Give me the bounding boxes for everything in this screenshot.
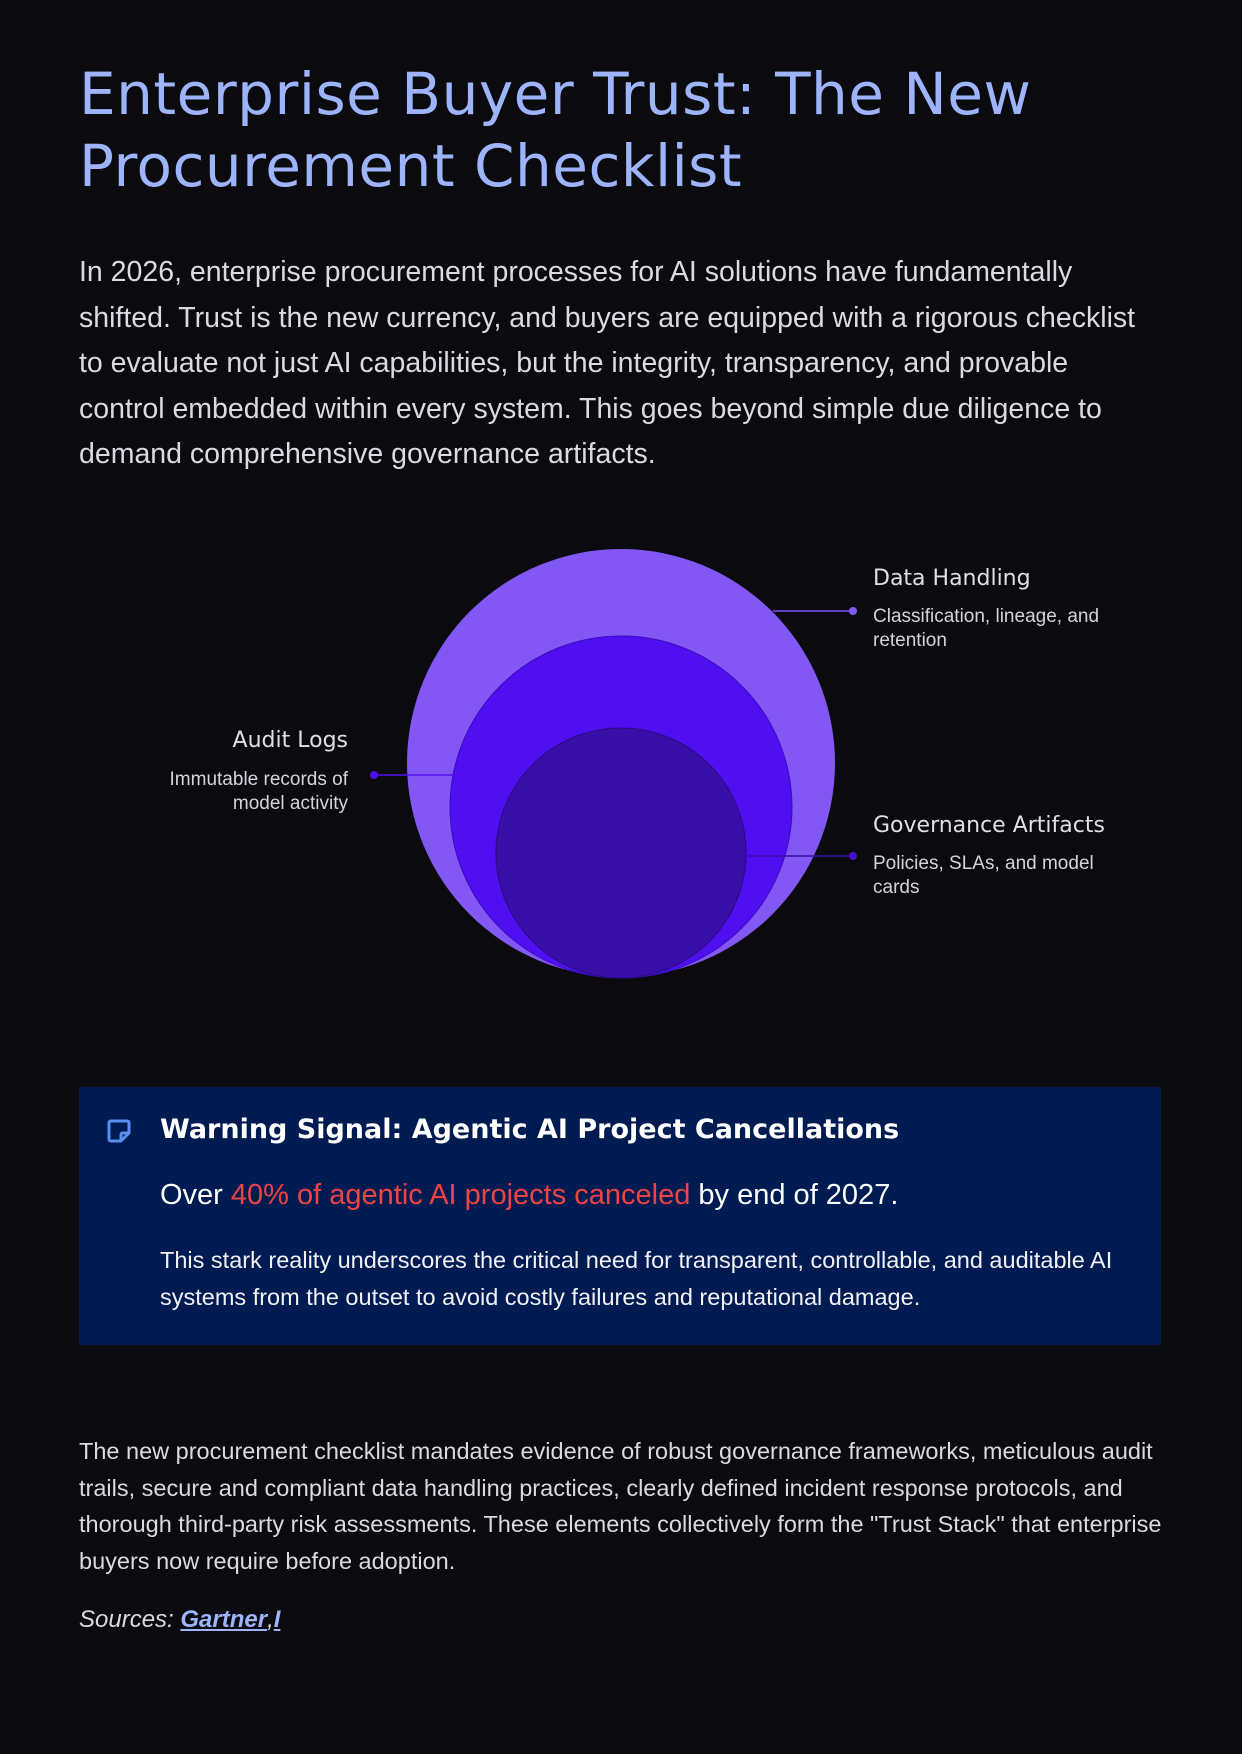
warning-callout — [79, 1087, 1161, 1345]
trust-stack-diagram — [0, 530, 1242, 990]
sources-label: Sources: — [79, 1606, 181, 1633]
closing-paragraph: The new procurement checklist mandates evidence of robust governance frameworks, meticulous audit trails, secure and compliant data handling practices, clearly defined incident response protocols, and thorough third-party risk assessments. These elements collectively form the "Trust Stack" that enterprise buyers now require before adoption. — [79, 1438, 1162, 1574]
label-title-governance-artifacts: Governance Artifacts — [873, 813, 1105, 838]
connector-dot-audit-logs — [370, 771, 378, 779]
stat-highlight: 40% of agentic AI projects canceled — [230, 1179, 691, 1211]
note-icon — [106, 1118, 132, 1144]
sources-separator: , — [267, 1606, 274, 1633]
label-title-data-handling: Data Handling — [873, 566, 1031, 591]
label-desc-data-handling: Classification, lineage, and retention — [873, 606, 1100, 651]
inner-circle-governance-artifacts — [496, 728, 746, 978]
nested-circles-graphic — [0, 530, 1242, 990]
connector-dot-governance-artifacts — [849, 852, 857, 860]
callout-stat — [160, 1179, 898, 1212]
intro-paragraph: In 2026, enterprise procurement processes for AI solutions have fundamentally shifted. Trust is the new currency, and buyers are equipped with a rigorous checklist to evaluate not just AI capabilities, but the integrity, transparency, and provable control embedded within every system. This goes beyond simple due diligence to demand comprehensive governance artifacts. — [79, 256, 1136, 470]
label-desc-audit-logs: Immutable records of model activity — [169, 769, 348, 814]
connector-dot-data-handling — [849, 607, 857, 615]
sources-line — [79, 1606, 280, 1634]
source-link-gartner[interactable]: Gartner — [180, 1606, 268, 1633]
stat-prefix: Over — [160, 1179, 231, 1211]
stat-suffix: by end of 2027. — [690, 1179, 899, 1211]
page-title: Enterprise Buyer Trust: The New Procurement Checklist — [79, 60, 1032, 200]
callout-title: Warning Signal: Agentic AI Project Cancellations — [160, 1114, 900, 1145]
source-link-i[interactable]: I — [273, 1606, 281, 1633]
callout-body: This stark reality underscores the critical need for transparent, controllable, and auditable AI systems from the outset to avoid costly failures and reputational damage. — [160, 1247, 1113, 1310]
label-title-audit-logs: Audit Logs — [232, 728, 348, 753]
label-desc-governance-artifacts: Policies, SLAs, and model cards — [873, 853, 1094, 898]
